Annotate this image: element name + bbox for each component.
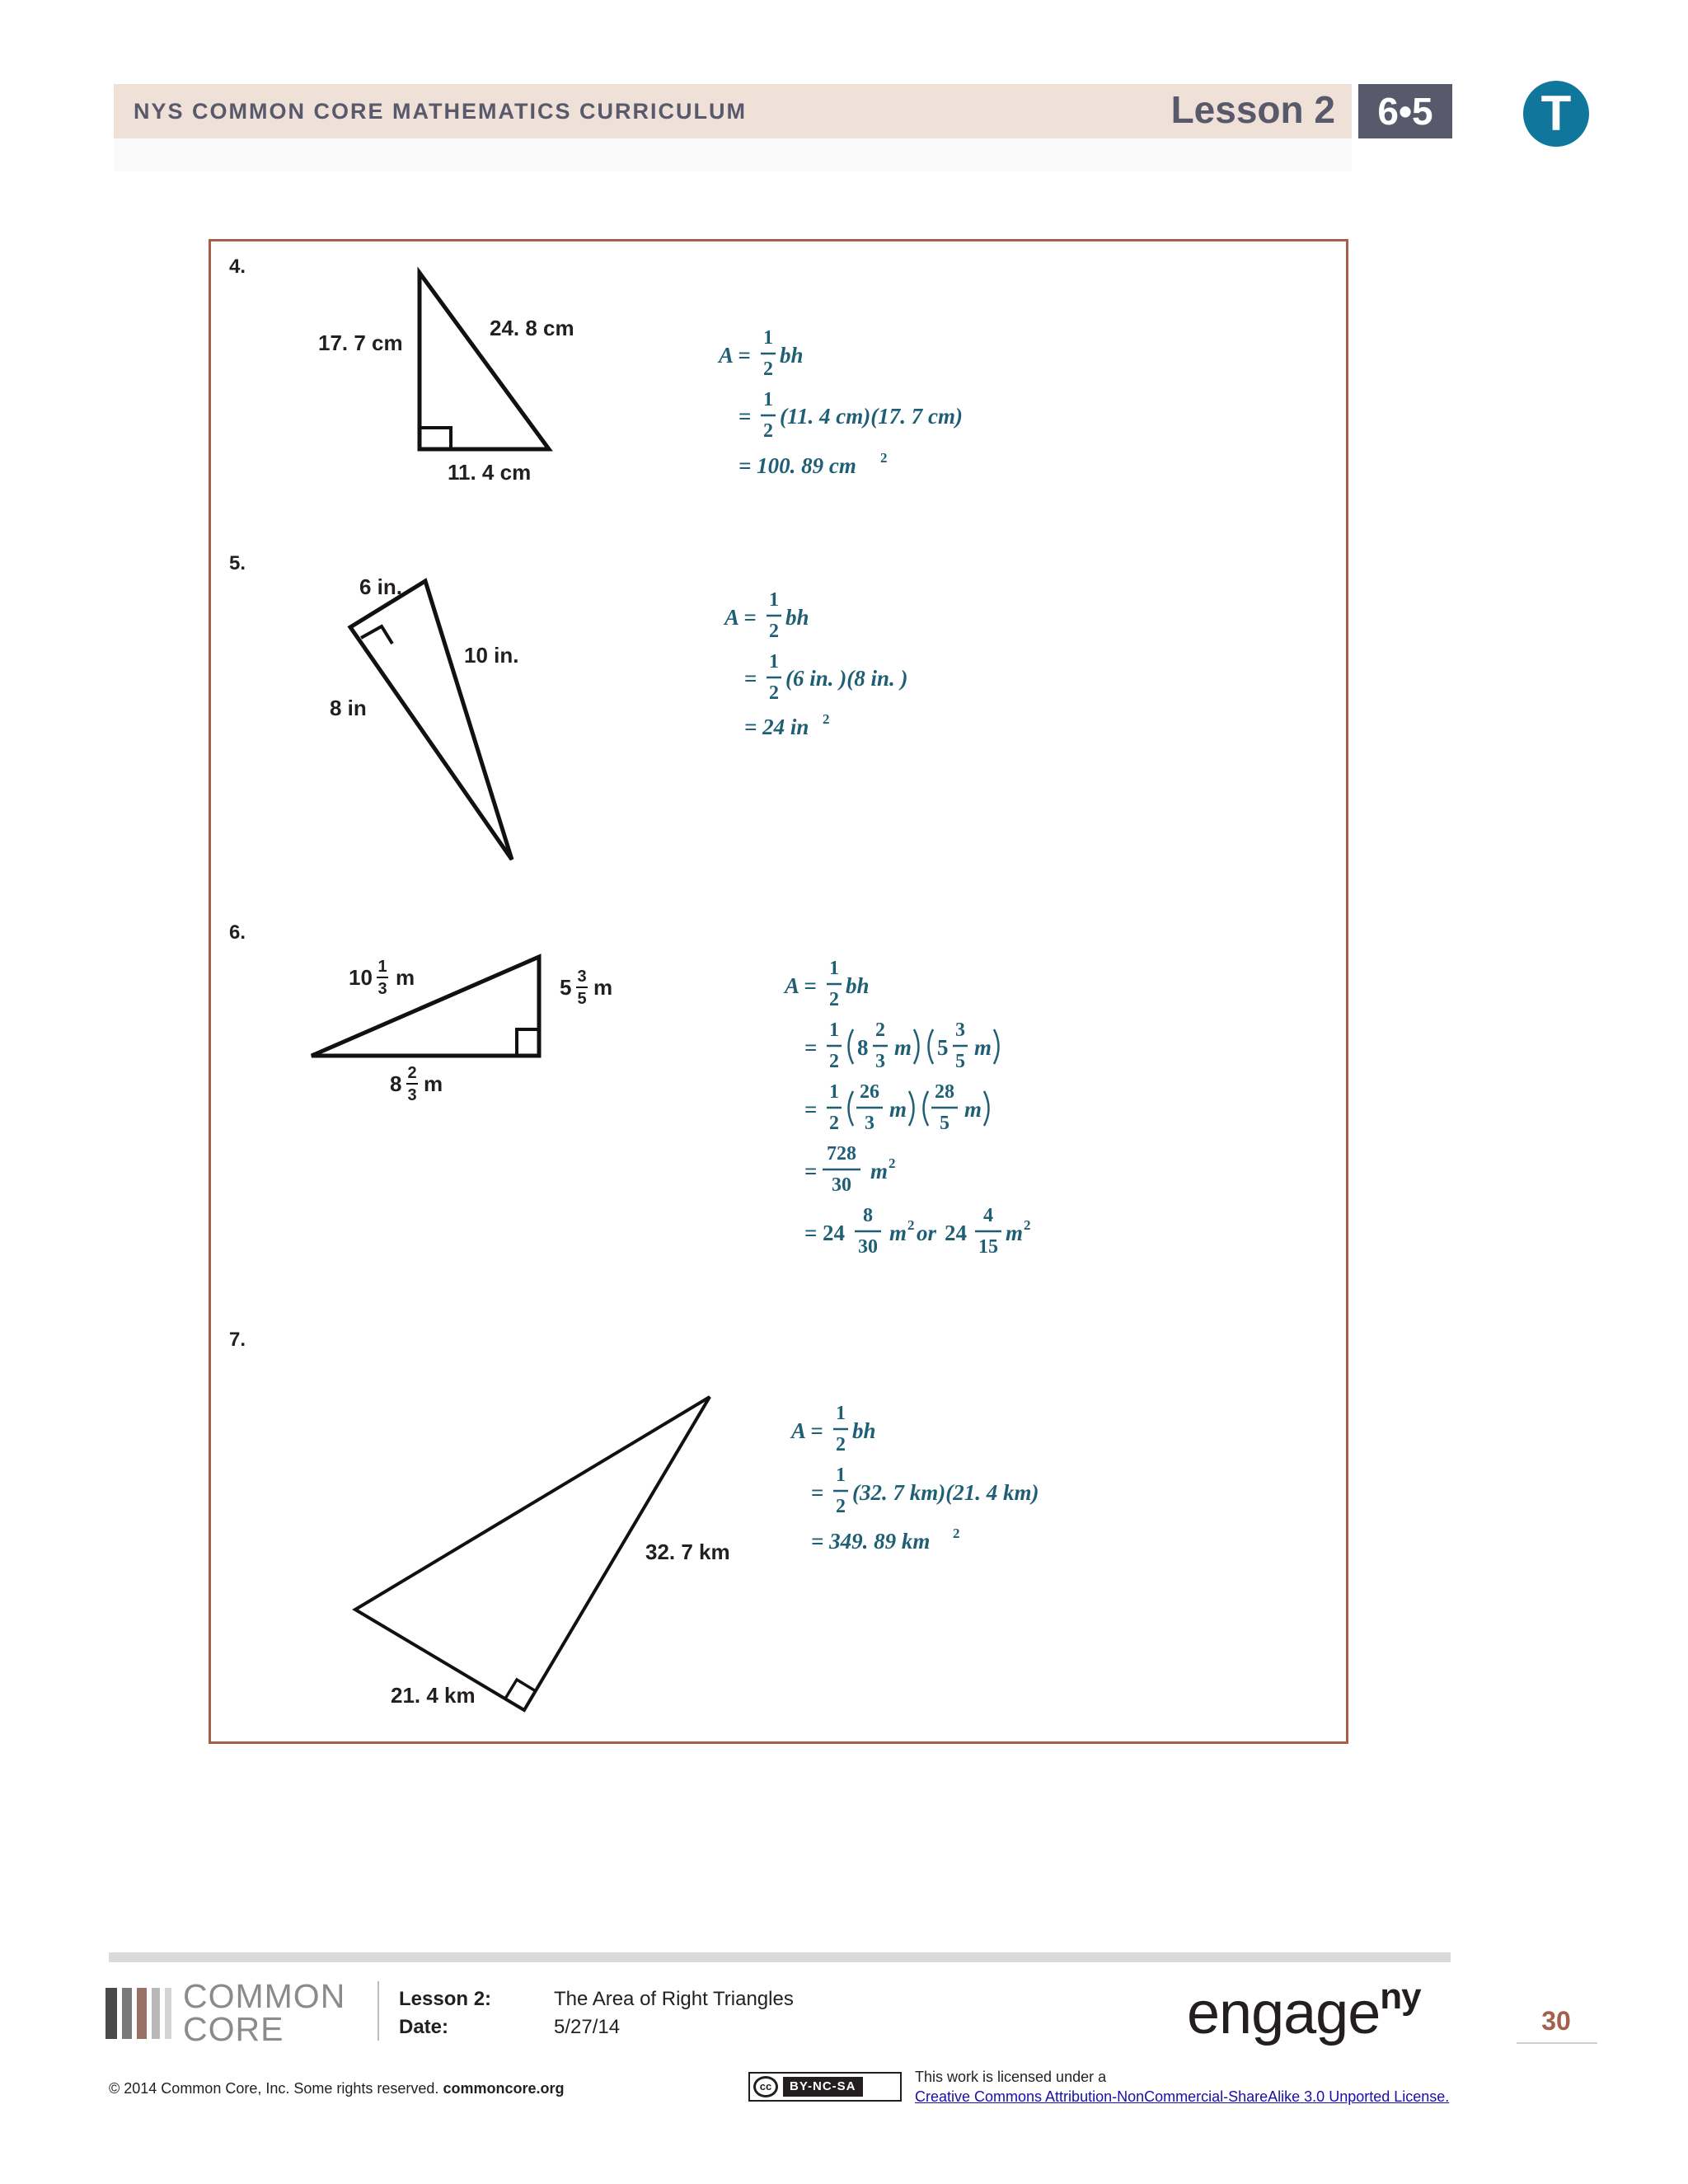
common-core-logo-icon <box>106 1988 175 2039</box>
hypotenuse-label: 10 in. <box>464 643 519 668</box>
svg-text:4: 4 <box>983 1205 993 1226</box>
svg-text:or: or <box>917 1221 937 1245</box>
svg-text:=: = <box>811 1480 824 1505</box>
solution-7 <box>790 1403 1039 1554</box>
formula-bh: bh <box>780 343 804 368</box>
solution-6 <box>783 958 1031 1258</box>
solution-5 <box>723 589 908 739</box>
footer-date-value: 5/27/14 <box>554 2016 621 2038</box>
area-formula-lhs: A = <box>719 343 751 368</box>
svg-text:30: 30 <box>858 1236 878 1258</box>
svg-text:m: m <box>1006 1221 1024 1245</box>
svg-text:m: m <box>889 1221 907 1245</box>
svg-text:2: 2 <box>829 989 839 1010</box>
problem-number: 7. <box>229 1329 246 1351</box>
svg-text:1: 1 <box>829 1081 839 1103</box>
svg-text:1: 1 <box>377 958 387 976</box>
page-number: 30 <box>1541 2006 1571 2036</box>
svg-text:=: = <box>804 1097 818 1122</box>
svg-text:8: 8 <box>863 1205 873 1226</box>
svg-text:3: 3 <box>377 980 387 998</box>
svg-text:2: 2 <box>836 1434 846 1455</box>
hypotenuse-label: 32. 7 km <box>645 1540 730 1564</box>
lesson-title: Lesson 2 <box>1170 88 1335 131</box>
svg-text:2: 2 <box>875 1019 885 1041</box>
svg-text:2: 2 <box>769 621 779 642</box>
svg-text:728: 728 <box>827 1143 856 1165</box>
svg-text:A =: A = <box>791 1418 823 1443</box>
common-core-logo-text: COMMON CORE <box>183 1977 346 2048</box>
svg-text:1: 1 <box>769 589 779 611</box>
solution-4 <box>717 327 963 478</box>
svg-text:8: 8 <box>857 1035 869 1060</box>
footer-rule <box>109 1952 1451 1962</box>
svg-text:2: 2 <box>1024 1217 1031 1233</box>
footer-lesson-label: Lesson 2: <box>399 1988 492 2010</box>
svg-text:26: 26 <box>860 1081 879 1103</box>
leg-label-top: 6 in. <box>359 574 403 599</box>
svg-text:(32. 7 km)(21. 4 km): (32. 7 km)(21. 4 km) <box>852 1480 1039 1505</box>
svg-text:3: 3 <box>407 1086 417 1104</box>
license-link[interactable]: Creative Commons Attribution-NonCommercial-ShareAlike 3.0 Unported License. <box>915 2088 1450 2105</box>
svg-text:bh: bh <box>846 973 870 998</box>
svg-text:=: = <box>804 1035 818 1060</box>
leg-label-bottom: 11. 4 cm <box>448 460 532 485</box>
svg-text:= 349. 89 km: = 349. 89 km <box>811 1529 931 1554</box>
svg-text:1: 1 <box>763 389 773 410</box>
svg-text:2: 2 <box>880 450 888 466</box>
svg-text:m: m <box>870 1159 889 1183</box>
svg-text:5: 5 <box>937 1035 949 1060</box>
copyright: © 2014 Common Core, Inc. Some rights reserved. commoncore.org <box>109 2080 565 2097</box>
svg-text:=: = <box>738 404 752 429</box>
svg-text:5: 5 <box>955 1051 965 1072</box>
svg-text:3: 3 <box>875 1051 885 1072</box>
svg-text:m: m <box>964 1097 982 1122</box>
svg-text:3: 3 <box>577 968 587 986</box>
svg-text:30: 30 <box>832 1174 851 1196</box>
svg-text:=: = <box>804 1221 818 1245</box>
problem-number: 6. <box>229 921 246 944</box>
svg-text:3: 3 <box>955 1019 965 1041</box>
svg-text:24: 24 <box>945 1221 967 1245</box>
svg-text:(6 in. )(8 in. ): (6 in. )(8 in. ) <box>785 666 908 691</box>
substitution: (11. 4 cm)(17. 7 cm) <box>780 404 963 429</box>
problem-number: 5. <box>229 552 246 574</box>
svg-text:A =: A = <box>785 973 817 998</box>
svg-text:2: 2 <box>829 1051 839 1072</box>
footer-date-label: Date: <box>399 2016 449 2038</box>
fraction-denominator: 2 <box>763 359 773 380</box>
svg-text:3: 3 <box>865 1113 874 1134</box>
problem-5 <box>229 552 908 860</box>
svg-text:2: 2 <box>763 420 773 442</box>
svg-text:2: 2 <box>769 682 779 704</box>
svg-text:5: 5 <box>940 1113 950 1134</box>
svg-text:2: 2 <box>889 1155 896 1171</box>
svg-text:1: 1 <box>829 1019 839 1041</box>
svg-text:2: 2 <box>829 1113 839 1134</box>
svg-text:bh: bh <box>785 605 809 630</box>
right-angle-mark <box>517 1029 539 1056</box>
svg-text:2: 2 <box>823 711 830 727</box>
svg-text:5: 5 <box>577 990 587 1008</box>
svg-text:=: = <box>804 1159 818 1183</box>
svg-text:10: 10 <box>349 965 373 990</box>
cc-license-label: BY-NC-SA <box>783 2077 863 2097</box>
commoncore-link[interactable]: commoncore.org <box>443 2080 565 2097</box>
fraction-numerator: 1 <box>763 327 773 349</box>
svg-text:A =: A = <box>724 605 757 630</box>
svg-text:m: m <box>424 1071 443 1096</box>
svg-text:m: m <box>889 1097 907 1122</box>
svg-text:15: 15 <box>978 1236 998 1258</box>
svg-text:bh: bh <box>852 1418 876 1443</box>
problems-box <box>209 239 1348 1744</box>
teacher-edition-badge: T <box>1523 81 1589 147</box>
svg-text:2: 2 <box>953 1526 960 1541</box>
result: = 100. 89 cm <box>738 453 856 478</box>
svg-text:28: 28 <box>935 1081 954 1103</box>
hypotenuse-label: 24. 8 cm <box>490 316 574 340</box>
triangle-6 <box>312 957 539 1056</box>
svg-text:2: 2 <box>907 1217 915 1233</box>
svg-text:m: m <box>894 1035 912 1060</box>
curriculum-title: NYS COMMON CORE MATHEMATICS CURRICULUM <box>134 99 747 124</box>
svg-text:2: 2 <box>407 1064 417 1082</box>
svg-text:1: 1 <box>769 651 779 673</box>
cc-icon: cc <box>753 2076 778 2097</box>
svg-text:m: m <box>974 1035 992 1060</box>
engageny-logo: engage$^{ny}$ <box>1187 1976 1421 2046</box>
svg-text:2: 2 <box>836 1496 846 1517</box>
right-angle-mark <box>420 428 451 449</box>
svg-text:1: 1 <box>836 1465 846 1486</box>
problem-6 <box>229 921 1031 1258</box>
svg-text:m: m <box>593 975 613 1000</box>
problem-number: 4. <box>229 255 246 278</box>
svg-text:= 24 in: = 24 in <box>744 715 809 739</box>
svg-text:5: 5 <box>560 975 572 1000</box>
problem-4 <box>229 255 963 485</box>
triangle-4 <box>420 273 549 449</box>
svg-text:1: 1 <box>836 1403 846 1424</box>
leg-label-left: 17. 7 cm <box>318 330 403 355</box>
svg-text:8: 8 <box>390 1071 402 1096</box>
leg-label-left: 8 in <box>330 696 367 720</box>
footer-lesson-title: The Area of Right Triangles <box>554 1988 794 2010</box>
problem-7 <box>229 1329 1039 1710</box>
svg-text:1: 1 <box>829 958 839 979</box>
svg-text:m: m <box>396 965 415 990</box>
problems-figure <box>211 241 1348 1743</box>
leg-label-bottom: 21. 4 km <box>391 1683 476 1708</box>
right-angle-mark <box>361 626 392 644</box>
svg-text:24: 24 <box>823 1221 845 1245</box>
cc-license-badge[interactable] <box>748 2072 902 2102</box>
triangle-5 <box>350 581 512 860</box>
svg-text:=: = <box>744 666 757 691</box>
license-intro: This work is licensed under a <box>915 2069 1107 2085</box>
header-shadow <box>114 138 1352 171</box>
footer-divider <box>377 1981 379 2041</box>
page-number-rule <box>1517 2042 1597 2044</box>
grade-module-badge: 6•5 <box>1358 84 1452 138</box>
